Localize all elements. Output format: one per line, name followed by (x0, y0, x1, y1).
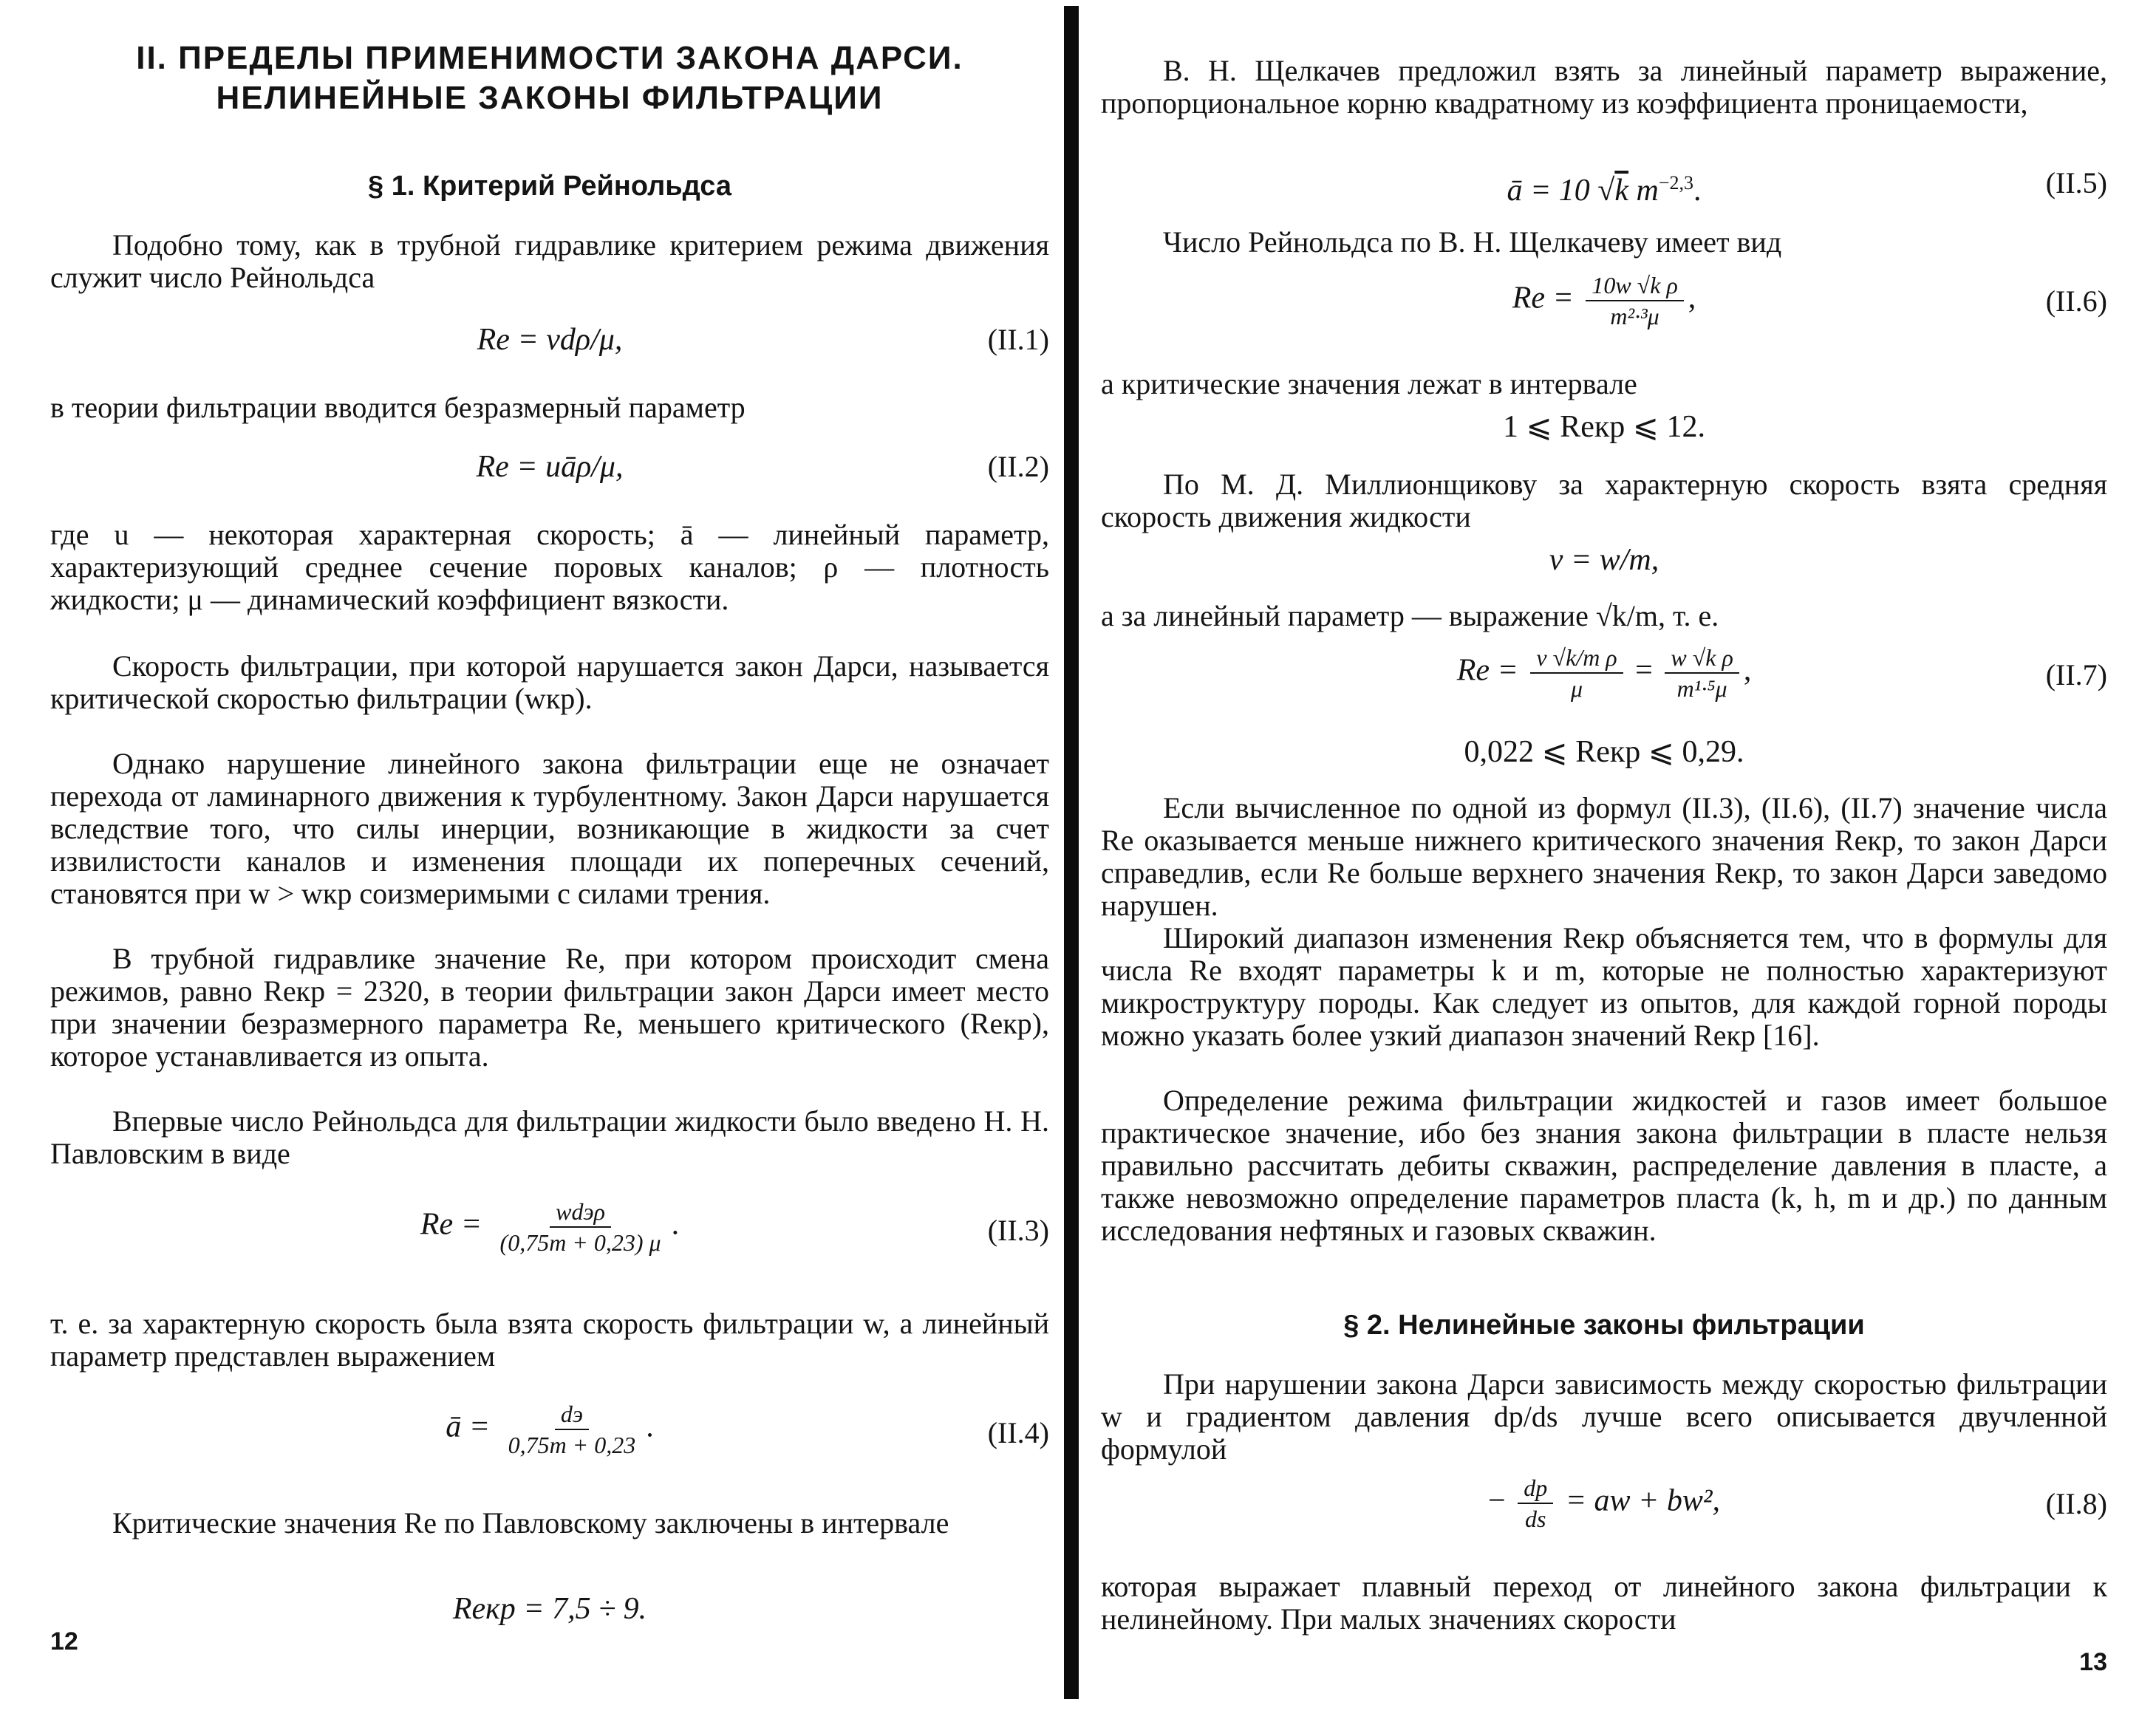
equation-number: (II.3) (987, 1214, 1049, 1247)
chapter-title: II. ПРЕДЕЛЫ ПРИМЕНИМОСТИ ЗАКОНА ДАРСИ. НЕЛИНЕЙНЫЕ ЗАКОНЫ ФИЛЬТРАЦИИ (136, 40, 963, 116)
paragraph: При нарушении закона Дарси зависимость между скоростью фильтрации w и градиентом давления dp/ds лучше всего описывается двучленной формулой (1101, 1367, 2107, 1466)
equation: ā = $\frac{dэ}{0,75m + 0,23}$ . (II.4) (446, 1401, 1049, 1458)
section-heading: § 2. Нелинейные законы фильтрации (1343, 1310, 1865, 1341)
paragraph: В. Н. Щелкачев предложил взять за линейный параметр выражение, пропорциональное корню квадратному из коэффициента проницаемости, (1101, 54, 2107, 120)
equation: Reкр = 7,5 ÷ 9. (452, 1592, 647, 1626)
paragraph: По М. Д. Миллионщикову за характерную скорость взята средняя скорость движения жидкости (1101, 468, 2107, 533)
equation: 0,022 ⩽ Reкр ⩽ 0,29. (1464, 735, 1744, 769)
paragraph: Подобно тому, как в трубной гидравлике критерием режима движения служит число Рейнольдса (50, 228, 1049, 294)
fraction: $\frac{dэ}{0,75m + 0,23}$ (508, 1401, 636, 1458)
paragraph: Критические значения Re по Павловскому заключены в интервале (112, 1506, 949, 1539)
paragraph: в теории фильтрации вводится безразмерный параметр (50, 391, 746, 424)
equation-number: (II.7) (2045, 658, 2107, 691)
equation-number: (II.5) (2045, 166, 2107, 199)
equation: Re = uāρ/μ, (II.2) (476, 450, 1049, 484)
paragraph: которая выражает плавный переход от линейного закона фильтрации к нелинейному. При малых значениях скорости (1101, 1570, 2107, 1636)
equation-number: (II.4) (987, 1416, 1049, 1449)
paragraph: Скорость фильтрации, при которой нарушается закон Дарси, называется критической скоростью фильтрации (wкр). (50, 649, 1049, 715)
paragraph: Если вычисленное по одной из формул (II.3), (II.6), (II.7) значение числа Re оказывается меньше нижнего критического значения Reкр, то закон Дарси справедлив, если Re больше верхнего значения Reкр, то закон Дарси заведомо нарушен. (1101, 791, 2107, 922)
equation: Re = $\frac{\text{10w √k ρ}}{\text{m²·³μ}}$ , (II.6) (1512, 272, 2107, 329)
page-number: 13 (2079, 1648, 2107, 1676)
section-heading: § 1. Критерий Рейнольдса (368, 171, 731, 202)
fraction: $\frac{\text{wdэρ}}{(0,75m + 0,23) \mu}$ (499, 1198, 661, 1256)
equation-number: (II.1) (987, 323, 1049, 356)
book-spine (1064, 6, 1079, 1699)
paragraph: Однако нарушение линейного закона фильтрации еще не означает перехода от ламинарного движения к турбулентному. Закон Дарси нарушается вследствие того, что силы инерции, возникающие в жидкости за счет извилистости каналов и изменения площади их поперечных сечений, становятся при w > wкр соизмеримыми с силами трения. (50, 747, 1049, 910)
equation: − $\frac{dp}{ds}$ = aw + bw², (II.8) (1488, 1474, 2107, 1532)
equation: Re = $\frac{\text{wdэρ}}{(0,75m + 0,23) \mu}$ . (II.3) (420, 1198, 1049, 1256)
equation-number: (II.2) (987, 450, 1049, 483)
page-number: 12 (50, 1627, 78, 1655)
equation: 1 ⩽ Reкр ⩽ 12. (1503, 410, 1705, 444)
fraction: $\frac{\text{10w √k ρ}}{\text{m²·³μ}}$ (1586, 270, 1683, 331)
equation: v = w/m, (1549, 543, 1659, 577)
paragraph: а критические значения лежат в интервале (1101, 367, 1637, 400)
paragraph: а за линейный параметр — выражение √k/m, т. е. (1101, 599, 1719, 632)
equation-number: (II.6) (2045, 284, 2107, 318)
fraction: $\frac{\text{v √k/m ρ}}{\mu}$ (1530, 643, 1623, 703)
equation-number: (II.8) (2045, 1487, 2107, 1520)
paragraph: В трубной гидравлике значение Re, при котором происходит смена режимов, равно Reкр = 2320, в теории фильтрации закон Дарси имеет место при значении безразмерного параметра Re, меньшего критического (Reкр), которое устанавливается из опыта. (50, 942, 1049, 1073)
equation: Re = vdρ/μ, (II.1) (477, 323, 1049, 357)
paragraph: Впервые число Рейнольдса для фильтрации жидкости было введено Н. Н. Павловским в виде (50, 1104, 1049, 1170)
fraction: $\frac{dp}{ds}$ (1518, 1473, 1553, 1534)
paragraph: т. е. за характерную скорость была взята скорость фильтрации w, а линейный параметр представлен выражением (50, 1307, 1049, 1373)
paragraph: Число Рейнольдса по В. Н. Щелкачеву имеет вид (1163, 225, 1782, 259)
equation: Re = $\frac{\text{v √k/m ρ}}{\mu}$ = $\frac{\text{w √k ρ}}{\text{m¹·⁵μ}}$ , (II.7) (1456, 644, 2107, 702)
paragraph: Определение режима фильтрации жидкостей и газов имеет большое практическое значение, ибо без знания закона фильтрации в пласте нельзя правильно рассчитать дебиты скважин, распределение давления в пласте, а также невозможно определение параметров пласта (k, h, m и др.) по данным исследования нефтяных и газовых скважин. (1101, 1084, 2107, 1247)
equation: ā = 10 √k $m^{-2,3}$. (II.5) (1507, 166, 2107, 208)
fraction: $\frac{\text{w √k ρ}}{\text{m¹·⁵μ}}$ (1665, 643, 1739, 703)
paragraph: где u — некоторая характерная скорость; ā — линейный параметр, характеризующий среднее сечение поровых каналов; ρ — плотность жидкости; μ — динамический коэффициент вязкости. (50, 518, 1049, 616)
paragraph: Широкий диапазон изменения Reкр объясняется тем, что в формулы для числа Re входят параметры k и m, которые не полностью характеризуют микроструктуру породы. Как следует из опытов, для каждой горной породы можно указать более узкий диапазон значений Reкр [16]. (1101, 921, 2107, 1052)
